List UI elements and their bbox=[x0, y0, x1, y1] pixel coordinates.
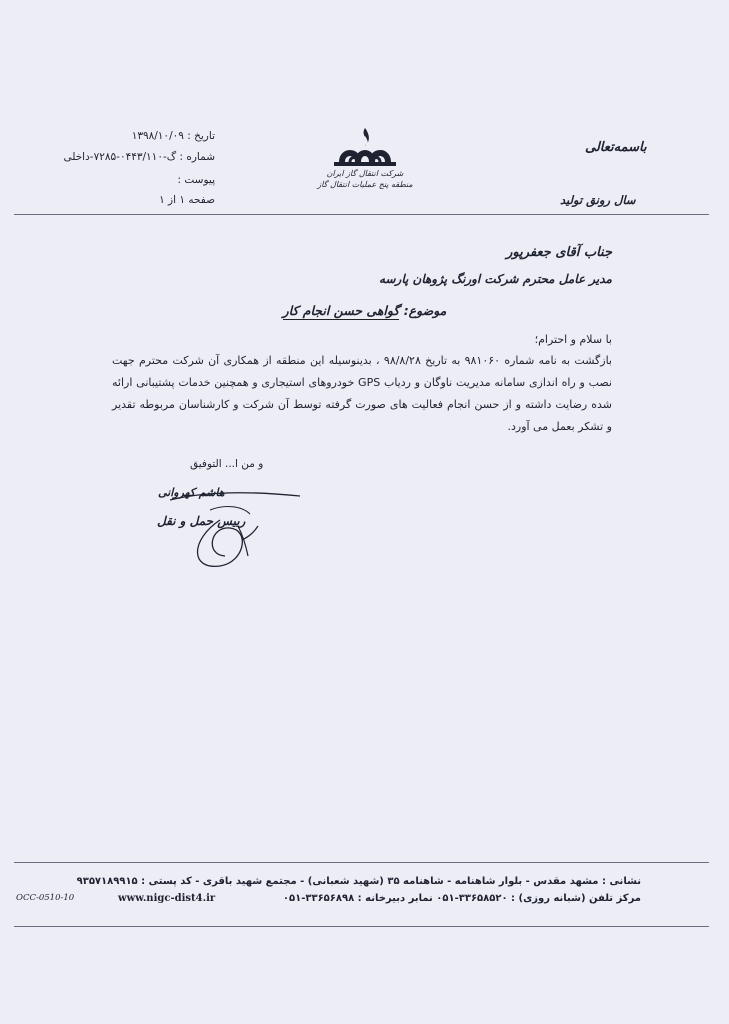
greeting: با سلام و احترام؛ bbox=[534, 333, 612, 346]
footer-divider-bottom bbox=[14, 926, 709, 927]
letter-number: شماره : گ-۰۴۴۳/۱۱۰-۷۲۸۵-داخلی bbox=[63, 151, 215, 163]
handwritten-signature-icon bbox=[150, 470, 310, 580]
recipient-name: جناب آقای جعفرپور bbox=[506, 245, 612, 260]
opening-invocation: باسمه‌تعالی bbox=[585, 140, 647, 155]
logo-text: شرکت انتقال گاز ایران bbox=[326, 169, 404, 178]
closing-phrase: و من ا... التوفیق bbox=[190, 458, 264, 470]
letter-date: تاریخ : ۱۳۹۸/۱۰/۰۹ bbox=[131, 130, 215, 142]
letter-page-count: صفحه ۱ از ۱ bbox=[159, 194, 215, 206]
subject-label: موضوع: bbox=[403, 303, 447, 318]
footer-website[interactable]: www.nigc-dist4.ir bbox=[118, 893, 216, 904]
logo-subtext: منطقه پنج عملیات انتقال گاز bbox=[317, 180, 413, 189]
subject-line bbox=[0, 303, 729, 318]
recipient-title: مدیر عامل محترم شرکت اورنگ پژوهان پارسه bbox=[379, 272, 612, 286]
document-code: OCC-0510-10 bbox=[16, 893, 75, 903]
signer-title: رییس حمل و نقل bbox=[157, 514, 246, 528]
footer-phones: مرکز تلفن (شبانه روزی) : ۳۳۶۵۸۵۲۰-۰۵۱ نمابر دبیرخانه : ۳۳۶۵۶۸۹۸-۰۵۱ bbox=[282, 893, 641, 904]
letter-attachment: پیوست : bbox=[177, 174, 215, 186]
subject-text: گواهی حسن انجام کار bbox=[282, 303, 400, 318]
company-logo-icon bbox=[320, 122, 410, 204]
header-divider bbox=[14, 214, 709, 215]
footer-address: نشانی : مشهد مقدس - بلوار شاهنامه - شاهنامه ۳۵ (شهید شعبانی) - مجتمع شهید باقری - کد پستی : ۹۳۵۷۱۸۹۹۱۵ bbox=[76, 876, 641, 887]
footer-divider-top bbox=[14, 862, 709, 863]
signer-name: هاشم کهروانی bbox=[158, 486, 225, 499]
year-slogan: سال رونق تولید bbox=[560, 193, 636, 207]
body-paragraph: بازگشت به نامه شماره ۹۸۱۰۶۰ به تاریخ ۹۸/۸/۲۸ ، بدینوسیله این منطقه از همکاری آن شرکت محترم جهت نصب و راه اندازی سامانه مدیریت ناوگان و ردیاب GPS خودروهای استیجاری و همچنین خدمات پشتیبانی ارائه شده رضایت داشته و از حسن انجام فعالیت های صورت گرفته توسط آن شرکت و کارشناسان مربوطه تقدیر و تشکر بعمل می آورد. bbox=[112, 354, 612, 433]
